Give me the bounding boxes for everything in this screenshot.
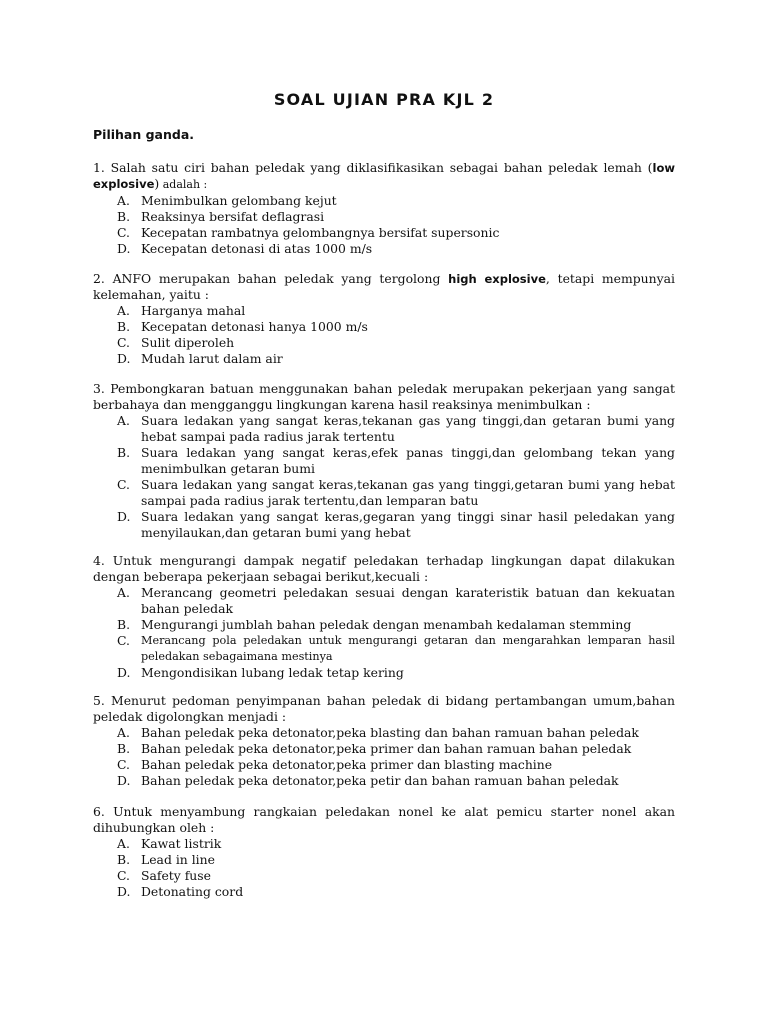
option-text: Kecepatan detonasi di atas 1000 m/s — [141, 241, 373, 256]
page-title: SOAL UJIAN PRA KJL 2 — [273, 90, 495, 109]
option-letter: D. — [117, 241, 131, 256]
option-a — [93, 413, 675, 445]
option-b — [93, 617, 675, 633]
option-text: Merancang geometri peledakan sesuai dengan karateristik batuan dan kekuatan bahan peledak — [141, 585, 675, 616]
question-5 — [93, 693, 675, 789]
option-c — [93, 633, 675, 665]
question-4-stem — [93, 553, 675, 585]
option-text: Menimbulkan gelombang kejut — [141, 193, 337, 208]
option-text: Bahan peledak peka detonator,peka petir dan bahan ramuan bahan peledak — [141, 773, 619, 788]
option-letter: B. — [117, 209, 131, 224]
option-letter: D. — [117, 884, 131, 899]
question-1 — [93, 160, 675, 257]
option-letter: A. — [117, 585, 130, 600]
question-4 — [93, 553, 675, 681]
option-letter: A. — [117, 193, 130, 208]
question-3 — [93, 381, 675, 541]
option-letter: C. — [117, 757, 130, 772]
question-5-options — [93, 725, 675, 789]
option-letter: C. — [117, 477, 130, 492]
option-text: Lead in line — [141, 852, 215, 867]
option-text: Kecepatan detonasi hanya 1000 m/s — [141, 319, 368, 334]
question-1-options — [93, 193, 675, 257]
option-text: Bahan peledak peka detonator,peka primer dan blasting machine — [141, 757, 553, 772]
option-letter: B. — [117, 852, 131, 867]
option-a — [93, 725, 675, 741]
option-letter: A. — [117, 836, 130, 851]
option-letter: D. — [117, 665, 131, 680]
option-d — [93, 665, 675, 681]
option-a — [93, 585, 675, 617]
option-letter: C. — [117, 633, 130, 648]
option-c — [93, 225, 675, 241]
stem-text: 4. Untuk mengurangi dampak negatif peledakan terhadap lingkungan dapat dilakukan dengan beberapa pekerjaan sebagai berikut,kecuali : — [93, 553, 675, 584]
option-text: Mengondisikan lubang ledak tetap kering — [141, 665, 404, 680]
option-text: Suara ledakan yang sangat keras,gegaran yang tinggi sinar hasil peledakan yang menyilaukan,dan getaran bumi yang hebat — [141, 509, 675, 540]
stem-emphasis: low explosive — [93, 161, 675, 191]
option-text: Sulit diperoleh — [141, 335, 235, 350]
stem-text: 5. Menurut pedoman penyimpanan bahan peledak di bidang pertambangan umum,bahan peledak digolongkan menjadi : — [93, 693, 675, 724]
option-text: Mengurangi jumblah bahan peledak dengan menambah kedalaman stemming — [141, 617, 632, 632]
question-2 — [93, 271, 675, 367]
question-1-stem — [93, 160, 675, 193]
question-5-stem — [93, 693, 675, 725]
option-text: Kecepatan rambatnya gelombangnya bersifat supersonic — [141, 225, 500, 240]
option-letter: C. — [117, 335, 130, 350]
question-3-stem — [93, 381, 675, 413]
option-text: Safety fuse — [141, 868, 211, 883]
stem-emphasis: high explosive — [448, 272, 546, 286]
option-a — [93, 836, 675, 852]
option-text: Kawat listrik — [141, 836, 222, 851]
option-letter: B. — [117, 741, 131, 756]
option-letter: D. — [117, 351, 131, 366]
option-b — [93, 445, 675, 477]
option-a — [93, 193, 675, 209]
question-4-options — [93, 585, 675, 681]
option-text: Suara ledakan yang sangat keras,tekanan gas yang tinggi,dan getaran bumi yang hebat sampai pada radius jarak tertentu — [141, 413, 675, 444]
option-letter: C. — [117, 225, 130, 240]
option-c — [93, 868, 675, 884]
option-text: Suara ledakan yang sangat keras,efek panas tinggi,dan gelombang tekan yang menimbulkan getaran bumi — [141, 445, 675, 476]
option-d — [93, 773, 675, 789]
option-text: Detonating cord — [141, 884, 244, 899]
option-letter: A. — [117, 413, 130, 428]
stem-text-small: adalah : — [159, 178, 208, 191]
option-b — [93, 852, 675, 868]
option-text: Mudah larut dalam air — [141, 351, 283, 366]
option-d — [93, 884, 675, 900]
option-text: Harganya mahal — [141, 303, 246, 318]
option-b — [93, 319, 675, 335]
section-heading: Pilihan ganda. — [93, 127, 195, 142]
option-letter: B. — [117, 617, 131, 632]
question-2-stem — [93, 271, 675, 303]
option-letter: D. — [117, 509, 131, 524]
option-text: Merancang pola peledakan untuk mengurangi getaran dan mengarahkan lemparan hasil peledakan sebagaimana mestinya — [141, 634, 675, 663]
option-letter: C. — [117, 868, 130, 883]
question-6-options — [93, 836, 675, 900]
option-letter: B. — [117, 445, 131, 460]
option-letter: B. — [117, 319, 131, 334]
option-c — [93, 335, 675, 351]
option-text: Bahan peledak peka detonator,peka blasting dan bahan ramuan bahan peledak — [141, 725, 639, 740]
question-6 — [93, 804, 675, 900]
option-letter: A. — [117, 303, 130, 318]
question-6-stem — [93, 804, 675, 836]
stem-text-end: , tetapi mempunyai kelemahan, yaitu : — [93, 271, 675, 302]
option-b — [93, 209, 675, 225]
stem-text-end: ) — [154, 176, 160, 191]
option-a — [93, 303, 675, 319]
option-text: Reaksinya bersifat deflagrasi — [141, 209, 325, 224]
option-c — [93, 757, 675, 773]
stem-text: 2. ANFO merupakan bahan peledak yang tergolong — [93, 271, 449, 286]
stem-text: 6. Untuk menyambung rangkaian peledakan nonel ke alat pemicu starter nonel akan dihubungkan oleh : — [93, 804, 675, 835]
stem-text: 1. Salah satu ciri bahan peledak yang diklasifikasikan sebagai bahan peledak lemah ( — [93, 160, 653, 175]
option-letter: D. — [117, 773, 131, 788]
option-text: Bahan peledak peka detonator,peka primer dan bahan ramuan bahan peledak — [141, 741, 632, 756]
option-d — [93, 351, 675, 367]
option-text: Suara ledakan yang sangat keras,tekanan gas yang tinggi,getaran bumi yang hebat sampai pada radius jarak tertentu,dan lemparan batu — [141, 477, 675, 508]
option-d — [93, 241, 675, 257]
stem-text: 3. Pembongkaran batuan menggunakan bahan peledak merupakan pekerjaan yang sangat berbahaya dan mengganggu lingkungan karena hasil reaksinya menimbulkan : — [93, 381, 675, 412]
option-b — [93, 741, 675, 757]
option-c — [93, 477, 675, 509]
option-letter: A. — [117, 725, 130, 740]
question-3-options — [93, 413, 675, 541]
option-d — [93, 509, 675, 541]
question-2-options — [93, 303, 675, 367]
